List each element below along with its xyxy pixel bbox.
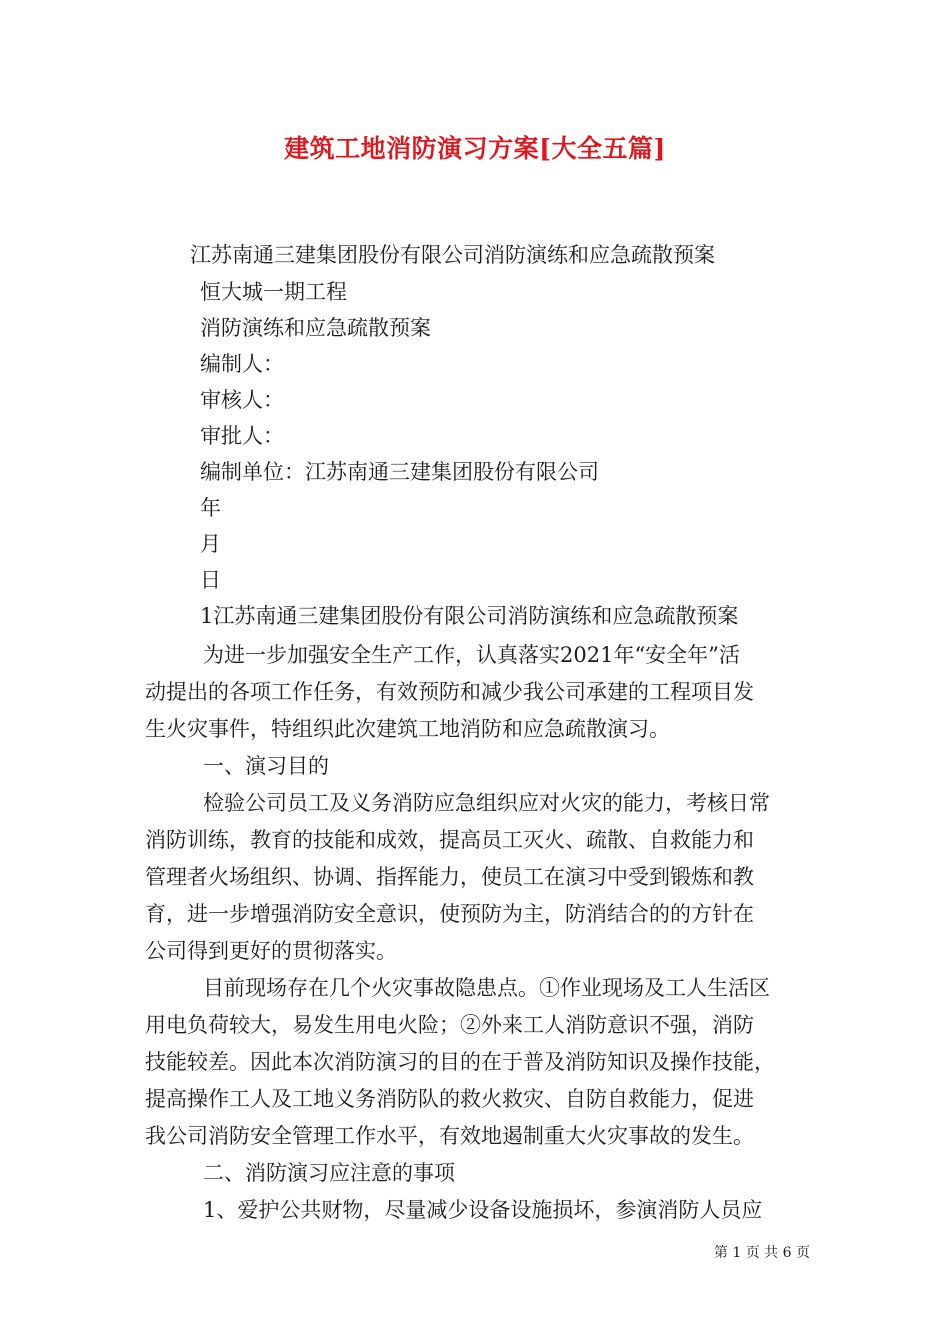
paragraph-line: 我公司消防安全管理工作水平，有效地遏制重大火灾事故的发生。 [145,1124,754,1148]
text-line: 编制人： [200,352,284,376]
text-line: 编制单位：江苏南通三建集团股份有限公司 [200,460,599,484]
paragraph-line: 育，进一步增强消防安全意识，使预防为主，防消结合的的方针在 [145,902,754,926]
paragraph-line: 用电负荷较大，易发生用电火险；②外来工人消防意识不强，消防 [145,1013,754,1037]
text-line: 消防演练和应急疏散预案 [200,316,431,340]
text-line: 月 [200,532,221,556]
paragraph-line: 管理者火场组织、协调、指挥能力，使员工在演习中受到锻炼和教 [145,865,754,889]
section-heading: 二、消防演习应注意的事项 [203,1161,455,1185]
paragraph-line: 为进一步加强安全生产工作，认真落实2021年“安全年”活 [203,643,740,667]
text-line: 年 [200,496,221,520]
text-line: 日 [200,568,221,592]
text-line: 江苏南通三建集团股份有限公司消防演练和应急疏散预案 [190,243,715,267]
text-line: 审核人： [200,388,284,412]
section-heading: 一、演习目的 [203,754,329,778]
paragraph-line: 目前现场存在几个火灾事故隐患点。①作业现场及工人生活区 [203,976,770,1000]
paragraph-line: 提高操作工人及工地义务消防队的救火救灾、自防自救能力，促进 [145,1087,754,1111]
paragraph-line: 1、爱护公共财物，尽量减少设备设施损坏，参演消防人员应 [203,1198,763,1222]
paragraph-line: 检验公司员工及义务消防应急组织应对火灾的能力，考核日常 [203,791,770,815]
page-number-footer: 第 1 页 共 6 页 [713,1245,810,1261]
paragraph-line: 技能较差。因此本次消防演习的目的在于普及消防知识及操作技能， [145,1050,775,1074]
paragraph-line: 消防训练，教育的技能和成效，提高员工灭火、疏散、自救能力和 [145,828,754,852]
text-line: 审批人： [200,424,284,448]
paragraph-line: 公司得到更好的贯彻落实。 [145,939,397,963]
text-line: 1江苏南通三建集团股份有限公司消防演练和应急疏散预案 [200,604,739,628]
text-line: 恒大城一期工程 [200,280,347,304]
document-title: 建筑工地消防演习方案[大全五篇] [284,134,666,163]
paragraph-line: 动提出的各项工作任务，有效预防和减少我公司承建的工程项目发 [145,680,754,704]
paragraph-line: 生火灾事件，特组织此次建筑工地消防和应急疏散演习。 [145,717,670,741]
